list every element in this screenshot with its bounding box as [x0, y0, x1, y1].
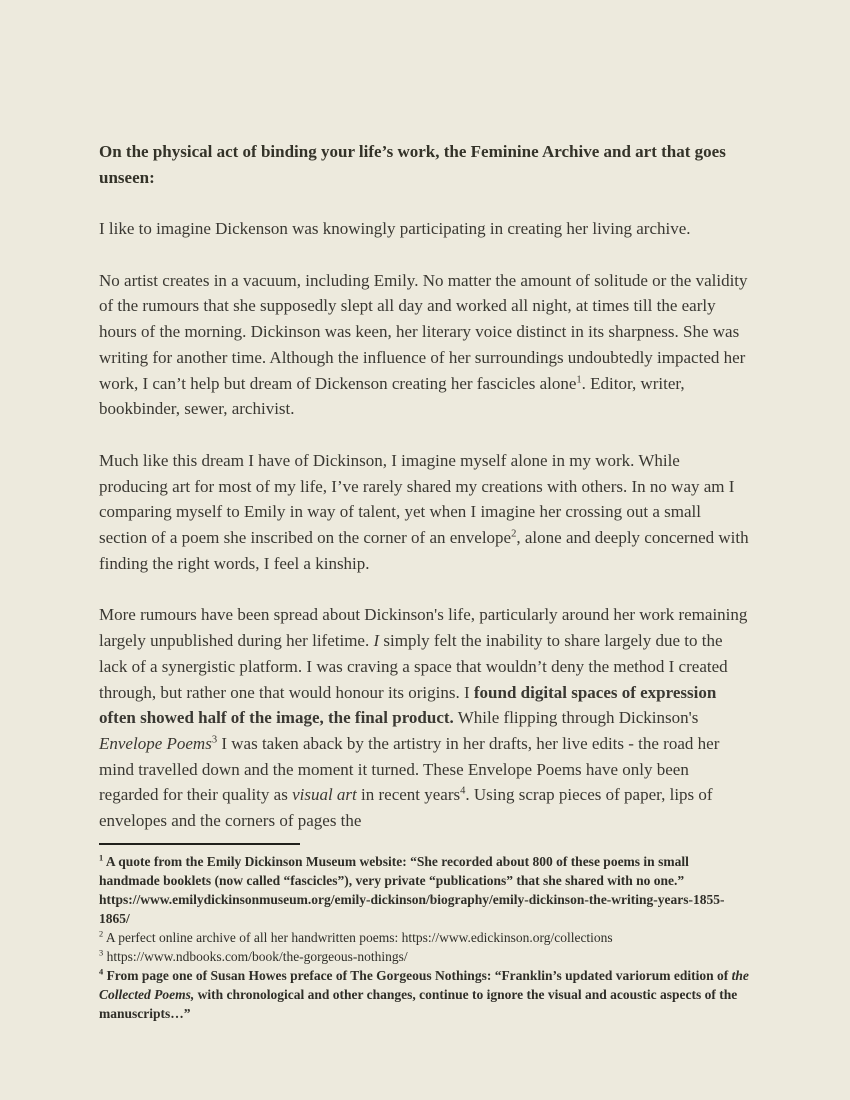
text-run: Much like this dream I have of Dickinson, I imagine myself alone in my work. While producing art for most of my life, I’ve rarely shared my creations with others. In no way am I comparing myself to Emily in way of talent, yet when I imagine her crossing out a small section of a poem she inscribed on the corner of an envelope [99, 450, 735, 548]
text-run: the Collected Poems, [99, 967, 749, 1002]
text-run: https://www.ndbooks.com/book/the-gorgeous-nothings/ [103, 948, 408, 964]
text-run: I like to imagine Dickenson was knowingly participating in creating her living archive. [99, 219, 691, 238]
superscript-reference: 1 [576, 373, 582, 385]
footnotes-section [99, 852, 751, 1023]
text-run: , alone and deeply concerned with finding the right words, I feel a kinship. [99, 528, 749, 573]
article-body [99, 216, 751, 834]
text-run: I [373, 631, 380, 651]
footnote [99, 852, 751, 928]
text-run: with chronological and other changes, continue to ignore the visual and acoustic aspects of the manuscripts…” [99, 986, 738, 1021]
text-run: simply felt the inability to share largely due to the lack of a synergistic platform. I was craving a space that wouldn’t deny the method I created through, but rather one that would honour its origins. I [99, 631, 728, 702]
superscript-reference: 1 [99, 853, 104, 863]
text-run: Envelope Poems [99, 733, 212, 753]
text-run: in recent years [356, 785, 461, 805]
text-run: found digital spaces of expression often showed half of the image, the final product. [99, 682, 717, 728]
text-run: . Using scrap pieces of paper, lips of envelopes and the corners of pages the [99, 785, 713, 831]
text-run: A quote from the Emily Dickinson Museum website: “She recorded about 800 of these poems in small handmade booklets (now called “fascicles”), very private “publications” that she shared with no one.” https://www.emilydickinsonmuseum.org/emily-dickinson/biography/emily-dickinson-the-writing-years-1855-1865/ [99, 853, 725, 926]
text-run: From page one of Susan Howes preface of The Gorgeous Nothings: “Franklin’s updated variorum edition of [103, 967, 732, 983]
superscript-reference: 2 [99, 929, 104, 939]
paragraph [99, 602, 751, 833]
text-run: . Editor, writer, bookbinder, sewer, archivist. [99, 373, 685, 419]
superscript-reference: 3 [211, 734, 218, 746]
document-content [99, 139, 751, 1023]
paragraph [99, 448, 751, 577]
footnote [99, 928, 751, 947]
text-run: No artist creates in a vacuum, including Emily. No matter the amount of solitude or the validity of the rumours that she supposedly slept all day and worked all night, at times till the early hours of the morning. Dickinson was keen, her literary voice distinct in its sharpness. She was writing for another time. Although the influence of her surroundings undoubtedly impacted her work, I can’t help but dream of Dickenson creating her fascicles alone [99, 270, 748, 393]
text-run: visual art [292, 785, 357, 805]
footnote [99, 966, 751, 1023]
superscript-reference: 3 [99, 948, 104, 958]
text-run: I was taken aback by the artistry in her drafts, her live edits - the road her mind travelled down and the moment it turned. These Envelope Poems have only been regarded for their quality as [99, 733, 720, 805]
superscript-reference: 4 [99, 967, 104, 977]
text-run: A perfect online archive of all her handwritten poems: https://www.edickinson.org/collections [103, 929, 613, 945]
paragraph [99, 216, 751, 242]
superscript-reference: 4 [460, 785, 466, 797]
footnote [99, 947, 751, 966]
paragraph [99, 268, 751, 422]
text-run: More rumours have been spread about Dickinson's life, particularly around her work remaining largely unpublished during her lifetime. [99, 605, 748, 651]
footnote-separator [99, 843, 300, 845]
text-run: While flipping through Dickinson's [453, 708, 699, 728]
document-heading: On the physical act of binding your life’s work, the Feminine Archive and art that goes unseen: [99, 142, 726, 187]
superscript-reference: 2 [511, 528, 517, 540]
